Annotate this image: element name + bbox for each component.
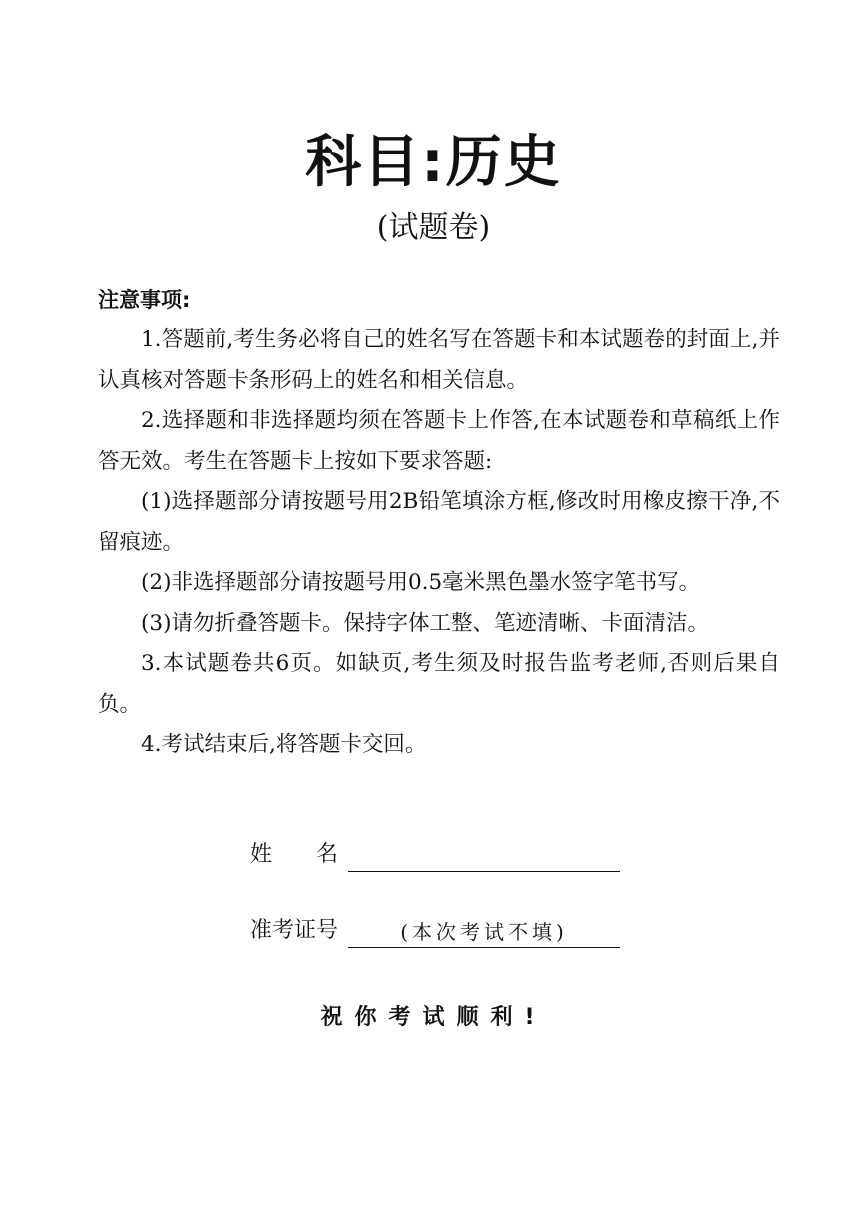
- page-title: 科目:历史: [305, 130, 562, 195]
- good-luck-message: 祝你考试顺利!: [320, 1005, 547, 1030]
- notice-heading: 注意事项:: [98, 288, 191, 312]
- notice-item-2-1: (1)选择题部分请按题号用2B铅笔填涂方框,修改时用橡皮擦干净,不留痕迹。: [98, 489, 780, 555]
- notice-item-1: 1.答题前,考生务必将自己的姓名写在答题卡和本试题卷的封面上,并认真核对答题卡条形码上的姓名和相关信息。: [98, 327, 780, 393]
- name-blank[interactable]: [348, 841, 620, 872]
- exam-id-field-row: [250, 914, 620, 948]
- notice-item-2: 2.选择题和非选择题均须在答题卡上作答,在本试题卷和草稿纸上作答无效。考生在答题卡上按如下要求答题:: [98, 408, 780, 474]
- page-subtitle: (试题卷): [376, 210, 491, 245]
- notice-list: [98, 320, 780, 766]
- notice-item-4: 4.考试结束后,将答题卡交回。: [141, 732, 427, 757]
- notice-item-3: 3.本试题卷共6页。如缺页,考生须及时报告监考老师,否则后果自负。: [98, 651, 780, 717]
- notice-item-2-3: (3)请勿折叠答题卡。保持字体工整、笔迹清晰、卡面清洁。: [141, 610, 709, 636]
- exam-id-blank[interactable]: (本次考试不填): [348, 917, 620, 948]
- name-label: 姓 名: [250, 842, 339, 867]
- exam-id-label: 准考证号: [250, 918, 339, 943]
- notice-item-2-2: (2)非选择题部分请按题号用0.5毫米黑色墨水签字笔书写。: [141, 570, 701, 595]
- name-field-row: [250, 838, 620, 872]
